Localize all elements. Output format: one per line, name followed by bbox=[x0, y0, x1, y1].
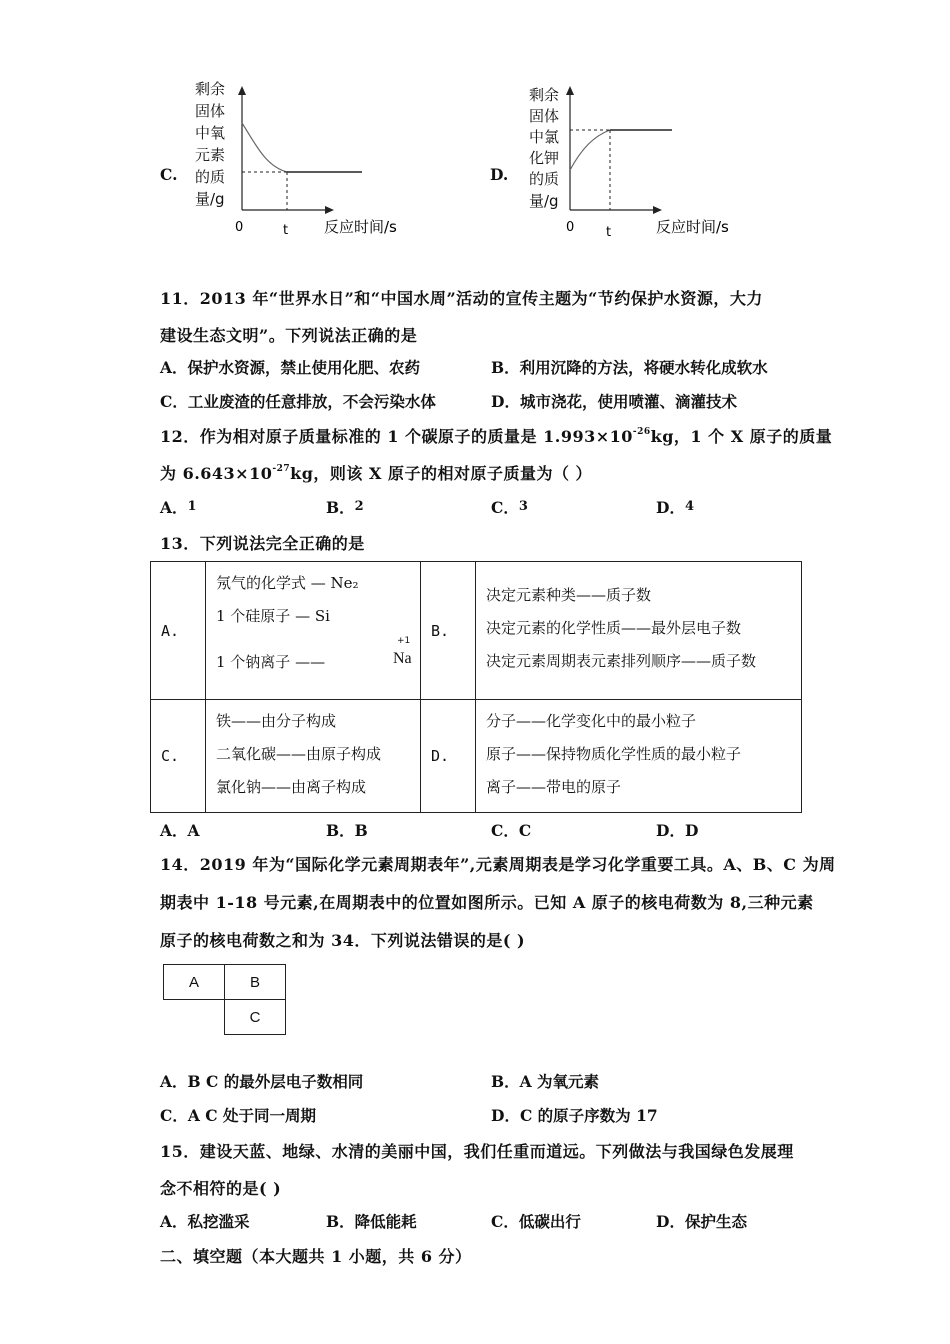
q15-stem-line1: 15．建设天蓝、地绿、水清的美丽中国，我们任重而道远。下列做法与我国绿色发展理 bbox=[160, 1142, 794, 1161]
q13-cell-a bbox=[206, 562, 421, 700]
graph-d-y-arrow bbox=[566, 86, 574, 95]
q13-b-line2: 决定元素的化学性质——最外层电子数 bbox=[486, 619, 742, 637]
q12-line1-a: 12．作为相对原子质量标准的 1 个碳原子的质量是 1.993×10 bbox=[160, 427, 633, 446]
q13-c-line1: 铁——由分子构成 bbox=[216, 712, 337, 730]
q10-graph-d bbox=[524, 78, 754, 243]
q13-a-charge: +1 bbox=[397, 636, 411, 646]
q13-option-b[interactable]: B．B bbox=[326, 821, 368, 840]
graph-c-ylabel-6: 量/g bbox=[195, 190, 225, 208]
q13-cell-d-label: D. bbox=[421, 700, 476, 813]
periodic-cell-empty bbox=[164, 1000, 225, 1035]
q13-cell-a-label: A. bbox=[151, 562, 206, 700]
q11-option-b[interactable]: B．利用沉降的方法，将硬水转化成软水 bbox=[491, 358, 768, 377]
q11-option-a[interactable]: A．保护水资源，禁止使用化肥、农药 bbox=[160, 358, 421, 377]
q13-cell-c-label: C. bbox=[151, 700, 206, 813]
graph-c-origin: 0 bbox=[235, 220, 244, 235]
q13-option-d[interactable]: D．D bbox=[656, 821, 699, 840]
q13-table bbox=[150, 561, 802, 813]
q15-option-b[interactable]: B．降低能耗 bbox=[326, 1212, 417, 1231]
q14-stem-line3: 原子的核电荷数之和为 34．下列说法错误的是( ) bbox=[160, 931, 526, 950]
q13-option-c[interactable]: C．C bbox=[491, 821, 532, 840]
q13-b-line3: 决定元素周期表元素排列顺序——质子数 bbox=[486, 652, 757, 670]
q11-stem-line2: 建设生态文明”。下列说法正确的是 bbox=[160, 326, 418, 345]
graph-c-ylabel-4: 元素 bbox=[195, 146, 226, 164]
q10-graph-c bbox=[190, 78, 420, 243]
q13-stem: 13．下列说法完全正确的是 bbox=[160, 534, 365, 553]
q13-d-line3: 离子——带电的原子 bbox=[486, 778, 622, 796]
q12-d-value: 4 bbox=[684, 499, 694, 514]
graph-d-ylabel-6: 量/g bbox=[529, 192, 559, 210]
q12-d-label: D． bbox=[656, 498, 685, 517]
q12-line2-exponent: -27 bbox=[272, 464, 291, 474]
q11-option-d[interactable]: D．城市浇花，使用喷灌、滴灌技术 bbox=[491, 392, 737, 411]
q10-option-c-label: C. bbox=[160, 165, 178, 184]
graph-d-ylabel-1: 剩余 bbox=[529, 86, 560, 104]
graph-d-curve bbox=[570, 130, 610, 170]
section-2-heading: 二、填空题（本大题共 1 小题，共 6 分） bbox=[160, 1247, 472, 1266]
q14-option-d[interactable]: D．C 的原子序数为 17 bbox=[491, 1106, 658, 1125]
periodic-cell-a: A bbox=[164, 965, 225, 1000]
periodic-cell-c: C bbox=[225, 1000, 286, 1035]
q14-stem-line2: 期表中 1-18 号元素,在周期表中的位置如图所示。已知 A 原子的核电荷数为 8,三种元素 bbox=[160, 893, 814, 912]
q14-option-c[interactable]: C．A C 处于同一周期 bbox=[160, 1106, 316, 1125]
q13-cell-d bbox=[476, 700, 802, 813]
q12-line2-b: kg，则该 X 原子的相对原子质量为（ ） bbox=[290, 464, 593, 483]
q12-a-value: 1 bbox=[187, 499, 197, 514]
q13-cell-b-label: B. bbox=[421, 562, 476, 700]
q12-option-a[interactable] bbox=[160, 496, 197, 518]
q13-a-na-symbol: Na bbox=[393, 650, 412, 667]
periodic-cell-b: B bbox=[225, 965, 286, 1000]
q12-line1-exponent: -26 bbox=[632, 427, 651, 437]
graph-c-ylabel-1: 剩余 bbox=[195, 80, 226, 98]
graph-c-curve bbox=[242, 123, 287, 172]
q11-stem-line1: 11．2013 年“世界水日”和“中国水周”活动的宣传主题为“节约保护水资源，大力 bbox=[160, 289, 763, 308]
q13-cell-c bbox=[206, 700, 421, 813]
q13-cell-b bbox=[476, 562, 802, 700]
graph-c-xlabel: 反应时间/s bbox=[324, 218, 397, 236]
q12-b-value: 2 bbox=[354, 499, 364, 514]
graph-c-x-arrow bbox=[325, 206, 334, 214]
q13-c-line3: 氯化钠——由离子构成 bbox=[216, 778, 367, 796]
q15-option-a[interactable]: A．私挖滥采 bbox=[160, 1212, 250, 1231]
q12-option-d[interactable] bbox=[656, 496, 694, 518]
graph-d-ylabel-4: 化钾 bbox=[529, 149, 560, 167]
q13-d-line2: 原子——保持物质化学性质的最小粒子 bbox=[486, 745, 742, 763]
q14-option-b[interactable]: B．A 为氧元素 bbox=[491, 1072, 600, 1091]
q14-stem-line1: 14．2019 年为“国际化学元素周期表年”,元素周期表是学习化学重要工具。A、B、C 为周 bbox=[160, 855, 836, 874]
graph-c-ylabel-5: 的质 bbox=[195, 168, 226, 186]
q15-stem-line2: 念不相符的是( ) bbox=[160, 1179, 282, 1198]
graph-c-ylabel-3: 中氧 bbox=[195, 124, 226, 142]
graph-d-t: t bbox=[606, 225, 612, 240]
q13-c-line2: 二氧化碳——由原子构成 bbox=[216, 745, 382, 763]
q13-a-line2: 1 个硅原子 — Si bbox=[216, 607, 330, 625]
q12-option-c[interactable] bbox=[491, 496, 528, 518]
q15-option-c[interactable]: C．低碳出行 bbox=[491, 1212, 581, 1231]
q12-b-label: B． bbox=[326, 498, 355, 517]
q11-option-c[interactable]: C．工业废渣的任意排放，不会污染水体 bbox=[160, 392, 436, 411]
graph-c-ylabel-2: 固体 bbox=[195, 102, 226, 120]
q13-d-line1: 分子——化学变化中的最小粒子 bbox=[486, 712, 697, 730]
q13-b-line1: 决定元素种类——质子数 bbox=[486, 586, 652, 604]
graph-c-y-arrow bbox=[238, 86, 246, 95]
q12-c-label: C． bbox=[491, 498, 519, 517]
graph-d-xlabel: 反应时间/s bbox=[656, 218, 729, 236]
q12-option-b[interactable] bbox=[326, 496, 364, 518]
q13-a-line3: 1 个钠离子 —— bbox=[216, 653, 326, 671]
q13-a-line1: 氖气的化学式 — Ne₂ bbox=[216, 574, 359, 592]
q12-a-label: A． bbox=[160, 498, 188, 517]
graph-d-ylabel-5: 的质 bbox=[529, 170, 560, 188]
q14-periodic-table bbox=[163, 964, 286, 1035]
graph-d-ylabel-2: 固体 bbox=[529, 107, 560, 125]
q12-stem-line1 bbox=[160, 424, 832, 447]
q12-line2-a: 为 6.643×10 bbox=[160, 464, 273, 483]
q12-c-value: 3 bbox=[518, 499, 528, 514]
q12-line1-b: kg，1 个 X 原子的质量 bbox=[650, 427, 833, 446]
graph-c-t: t bbox=[283, 223, 289, 238]
q15-option-d[interactable]: D．保护生态 bbox=[656, 1212, 747, 1231]
graph-d-x-arrow bbox=[653, 206, 662, 214]
q10-option-d-label: D. bbox=[490, 165, 509, 184]
graph-d-ylabel-3: 中氯 bbox=[529, 128, 560, 146]
q13-option-a[interactable]: A．A bbox=[160, 821, 200, 840]
graph-d-origin: 0 bbox=[566, 220, 575, 235]
q12-stem-line2 bbox=[160, 461, 592, 484]
q14-option-a[interactable]: A．B C 的最外层电子数相同 bbox=[160, 1072, 364, 1091]
